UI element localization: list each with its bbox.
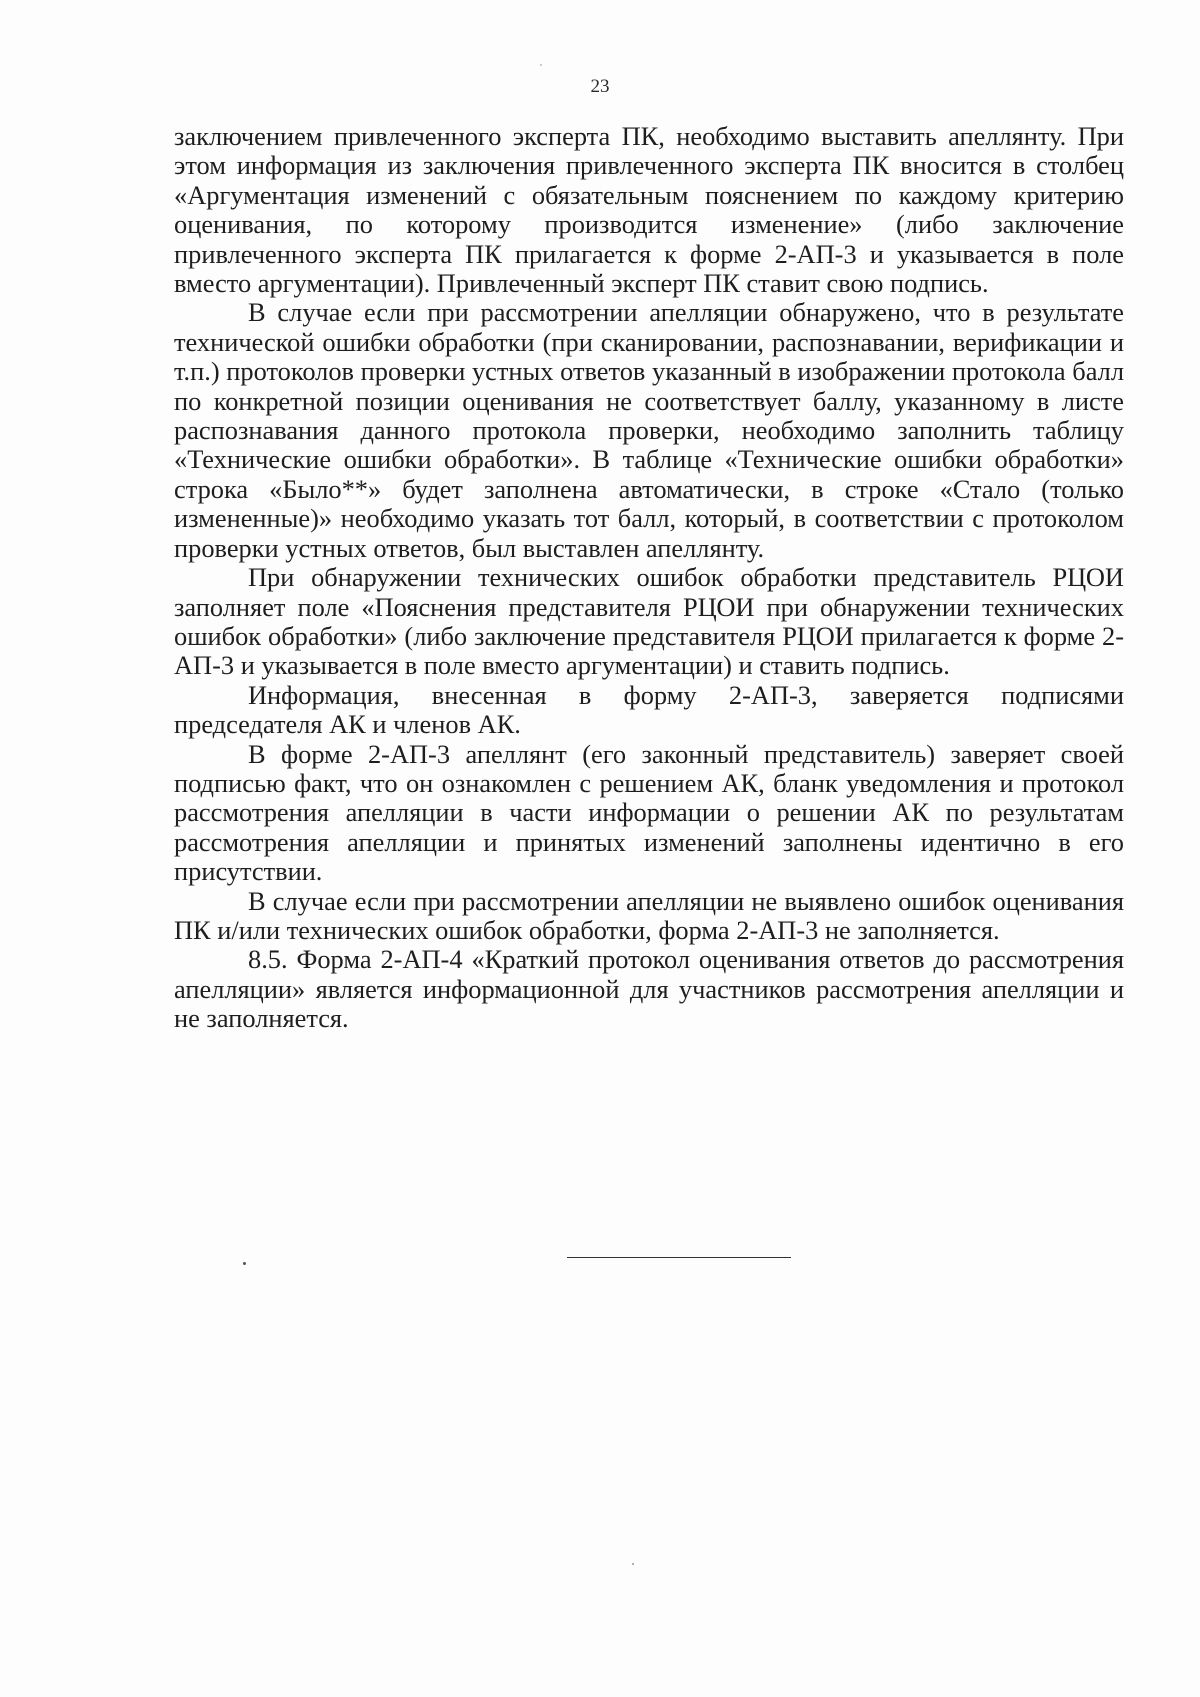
paragraph-signatures: Информация, внесенная в форму 2-АП-3, заверяется подписями председателя АК и членов АК. (174, 679, 1124, 740)
scan-speck (243, 1262, 246, 1265)
end-of-text-rule (567, 1257, 791, 1258)
paragraph-rcoi-representative: При обнаружении технических ошибок обработки представитель РЦОИ заполняет поле «Пояснения представителя РЦОИ при обнаружении технических ошибок обработки» (либо заключение представителя РЦОИ прилагается к форме 2-АП-3 и указывается в поле вместо аргументации) и ставить подпись. (174, 562, 1124, 681)
document-body (174, 122, 1124, 1034)
page-number: 23 (590, 76, 610, 97)
paragraph-appellant-confirmation: В форме 2-АП-3 апеллянт (его законный представитель) заверяет своей подписью факт, что он ознакомлен с решением АК, бланк уведомления и протокол рассмотрения апелляции в части информации о решении АК по результатам рассмотрения апелляции и принятых изменений заполнены идентично в его присутствии. (174, 738, 1124, 887)
scan-speck (540, 64, 542, 66)
paragraph-technical-errors: В случае если при рассмотрении апелляции обнаружено, что в результате технической ошибки обработки (при сканировании, распознавании, верификации и т.п.) протоколов проверки устных ответов указанный в изображении протокола балл по конкретной позиции оценивания не соответствует баллу, указанному в листе распознавания данного протокола проверки, необходимо заполнить таблицу «Технические ошибки обработки». В таблице «Технические ошибки обработки» строка «Было**» будет заполнена автоматически, в строке «Стало (только измененные)» необходимо указать тот балл, который, в соответствии с протоколом проверки устных ответов, был выставлен апеллянту. (174, 297, 1124, 563)
paragraph-no-errors: В случае если при рассмотрении апелляции не выявлено ошибок оценивания ПК и/или технических ошибок обработки, форма 2-АП-3 не заполняется. (174, 885, 1124, 945)
paragraph-section-8-5: 8.5. Форма 2-АП-4 «Краткий протокол оценивания ответов до рассмотрения апелляции» является информационной для участников рассмотрения апелляции и не заполняется. (174, 944, 1124, 1034)
paragraph-continuation: заключением привлеченного эксперта ПК, необходимо выставить апеллянту. При этом информация из заключения привлеченного эксперта ПК вносится в столбец «Аргументация изменений с обязательным пояснением по каждому критерию оценивания, по которому производится изменение» (либо заключение привлеченного эксперта ПК прилагается к форме 2-АП-3 и указывается в поле вместо аргументации). Привлеченный эксперт ПК ставит свою подпись. (174, 121, 1124, 299)
scan-speck (632, 1563, 634, 1565)
